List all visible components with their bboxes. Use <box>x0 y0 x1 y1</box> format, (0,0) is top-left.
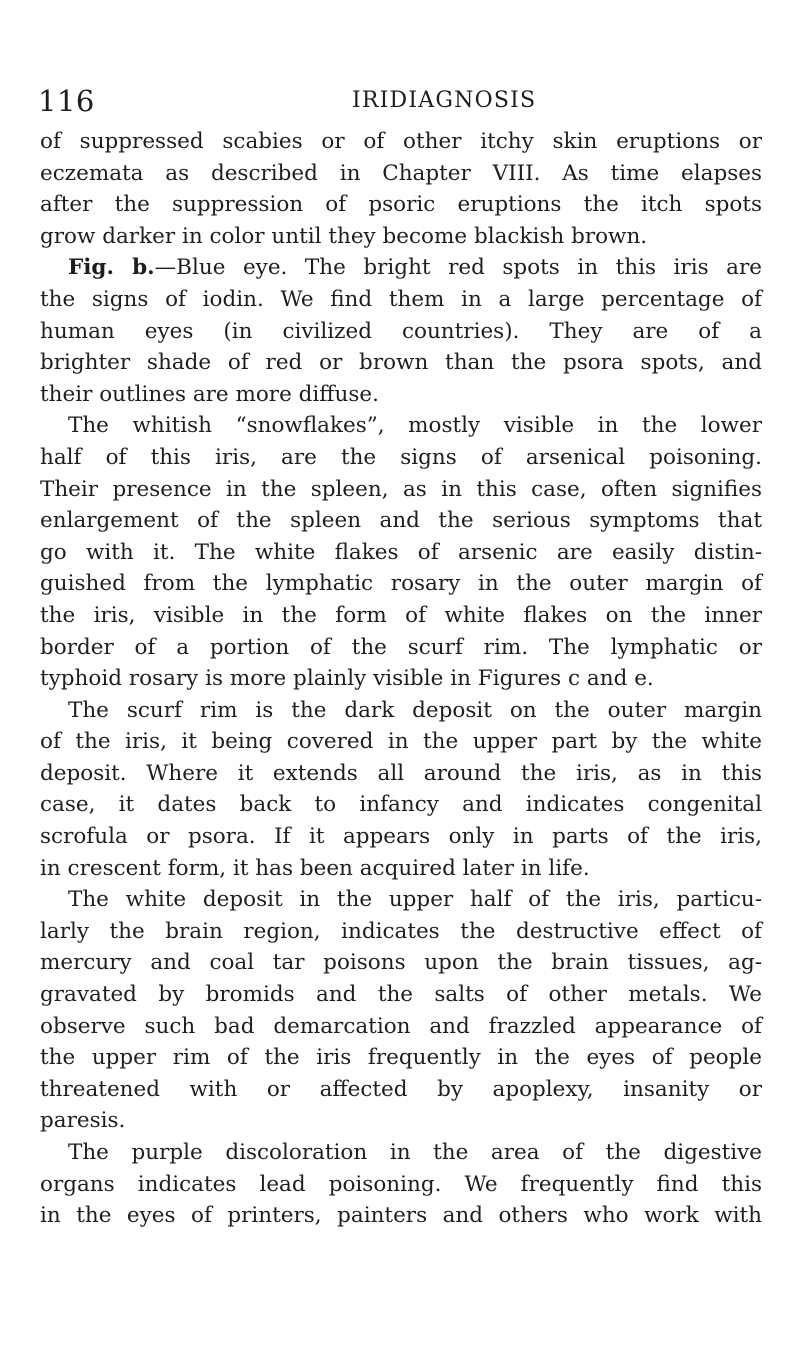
figure-label: Fig. b. <box>68 255 155 281</box>
text-line: brighter shade of red or brown than the psora spots, and <box>40 350 762 376</box>
text-line: half of this iris, are the signs of arsenical poisoning. <box>40 444 762 470</box>
text-line: in crescent form, it has been acquired later in life. <box>40 855 590 881</box>
text-line: Their presence in the spleen, as in this case, often signifies <box>40 476 762 502</box>
running-title: IRIDIAGNOSIS <box>352 88 537 113</box>
text-line: after the suppression of psoric eruptions the itch spots <box>40 192 762 218</box>
text-line: The scurf rim is the dark deposit on the outer margin <box>68 697 762 723</box>
page-header <box>38 84 758 124</box>
text-line: paresis. <box>40 1108 126 1134</box>
text-line: the signs of iodin. We find them in a large percentage of <box>40 286 762 312</box>
text-line: The white deposit in the upper half of the iris, particu- <box>68 887 762 913</box>
text-line: the upper rim of the iris frequently in the eyes of people <box>40 1045 762 1071</box>
text-line: enlargement of the spleen and the serious symptoms that <box>40 508 762 534</box>
text-line: of suppressed scabies or of other itchy skin eruptions or <box>40 129 762 154</box>
text-line: their outlines are more diffuse. <box>40 381 379 407</box>
text-line: the iris, visible in the form of white flakes on the inner <box>40 602 762 628</box>
text-line: eczemata as described in Chapter VIII. As time elapses <box>40 160 762 186</box>
text-line: larly the brain region, indicates the destructive effect of <box>40 918 762 944</box>
text-line: typhoid rosary is more plainly visible in Figures c and e. <box>40 666 654 692</box>
figure-caption-text: —Blue eye. The bright red spots in this iris are <box>154 255 762 281</box>
text-line: of the iris, it being covered in the upper part by the white <box>40 729 762 755</box>
text-line: scrofula or psora. If it appears only in parts of the iris, <box>40 824 762 850</box>
text-line: border of a portion of the scurf rim. The lymphatic or <box>40 634 762 660</box>
text-line: observe such bad demarcation and frazzled appearance of <box>40 1013 762 1039</box>
text-line: guished from the lymphatic rosary in the outer margin of <box>40 571 762 597</box>
page-number: 116 <box>38 84 95 118</box>
text-line: The purple discoloration in the area of the digestive <box>68 1140 762 1165</box>
text-line: human eyes (in civilized countries). They are of a <box>40 318 762 344</box>
text-line: deposit. Where it extends all around the iris, as in this <box>40 760 762 786</box>
text-line: case, it dates back to infancy and indicates congenital <box>40 792 762 818</box>
body-text <box>40 126 762 1232</box>
text-line: grow darker in color until they become blackish brown. <box>40 223 648 249</box>
text-line: go with it. The white flakes of arsenic are easily distin- <box>40 539 762 565</box>
text-line: in the eyes of printers, painters and others who work with <box>40 1203 762 1229</box>
text-line: organs indicates lead poisoning. We frequently find this <box>40 1171 762 1197</box>
text-line: threatened with or affected by apoplexy, insanity or <box>40 1076 762 1102</box>
text-line: The whitish “snowflakes”, mostly visible in the lower <box>68 413 762 439</box>
text-line <box>40 252 762 284</box>
text-line: gravated by bromids and the salts of other metals. We <box>40 982 762 1008</box>
text-line: mercury and coal tar poisons upon the brain tissues, ag- <box>40 950 762 976</box>
